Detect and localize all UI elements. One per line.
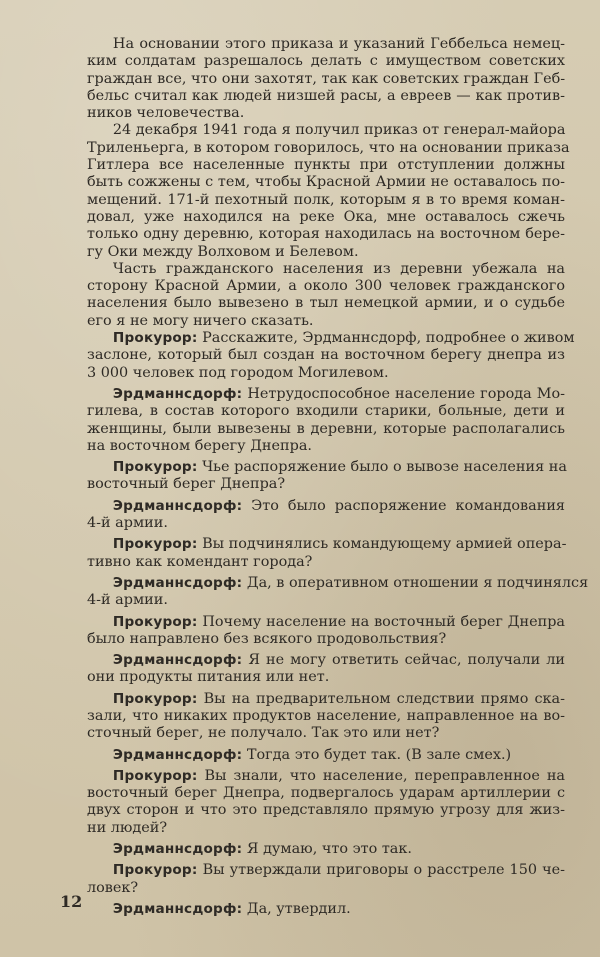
line-text: Триленьерга, в котором говорилось, что на основании приказа	[87, 139, 570, 156]
dialogue-paragraph	[87, 747, 565, 764]
text-line	[87, 708, 565, 725]
line-text: заслоне, который был создан на восточном берегу днепра из	[87, 347, 565, 364]
line-text: 4-й армии.	[87, 515, 168, 532]
page-body-text	[87, 36, 589, 918]
speaker-name: Прокурор:	[112, 767, 198, 784]
speaker-name: Эрдманнсдорф:	[112, 574, 243, 591]
line-text: Расскажите, Эрдманнсдорф, подробнее о живом	[202, 330, 575, 347]
text-line	[87, 631, 565, 648]
line-text: Чье распоряжение было о вывозе населения на	[202, 459, 567, 476]
narrative-paragraph	[87, 261, 565, 330]
text-line	[87, 244, 565, 261]
line-text: бельс считал как людей низшей расы, а евреев — как против-	[87, 87, 565, 104]
text-line	[87, 386, 565, 403]
text-line	[87, 862, 565, 879]
text-line	[87, 139, 570, 157]
narrative-paragraph	[87, 36, 565, 122]
text-line	[87, 421, 565, 438]
text-line	[87, 725, 565, 742]
line-text: гилева, в состав которого входили старики, больные, дети и	[87, 403, 565, 420]
text-line	[87, 841, 565, 858]
speaker-name: Эрдманнсдорф:	[112, 497, 243, 514]
dialogue-paragraph	[87, 330, 575, 382]
dialogue-paragraph	[87, 901, 565, 918]
dialogue-paragraph	[87, 614, 565, 649]
line-text: На основании этого приказа и указаний Геббельса немец-	[112, 36, 565, 52]
speaker-name: Прокурор:	[112, 459, 198, 476]
text-line	[87, 768, 565, 785]
line-text: сторону Красной Армии, а около 300 человек гражданского	[87, 278, 565, 295]
line-text: зали, что никаких продуктов население, направленное на во-	[87, 707, 565, 724]
text-line	[87, 226, 565, 243]
text-line	[87, 261, 565, 278]
line-text: Я не могу ответить сейчас, получали ли	[248, 652, 565, 669]
text-line	[87, 536, 565, 553]
text-line	[87, 614, 565, 631]
line-text: 24 декабря 1941 года я получил приказ от генерал-майора	[112, 122, 566, 139]
text-line	[87, 403, 565, 420]
line-text: двух сторон и что это представляло прямую угрозу для жиз-	[87, 802, 565, 819]
text-line	[87, 365, 565, 382]
dialogue-paragraph	[87, 574, 589, 610]
text-line	[87, 747, 565, 764]
text-line	[87, 192, 565, 209]
line-text: Гитлера все населенные пункты при отступлении должны	[87, 157, 565, 174]
speaker-name: Эрдманнсдорф:	[112, 385, 243, 402]
line-text: на восточном берегу Днепра.	[87, 437, 312, 454]
line-text: Это было распоряжение командования	[251, 497, 565, 514]
dialogue-paragraph	[87, 498, 565, 533]
text-line	[87, 802, 565, 819]
line-text: населения было вывезено в тыл немецкой армии, и о судьбе	[87, 295, 565, 312]
line-text: было направлено без всякого продовольствия?	[87, 630, 447, 647]
dialogue-paragraph	[87, 386, 565, 455]
text-line	[87, 157, 565, 174]
text-line	[87, 820, 565, 837]
speaker-name: Прокурор:	[112, 330, 198, 347]
text-line	[87, 88, 565, 105]
text-line	[87, 554, 565, 571]
text-line	[87, 880, 565, 897]
text-line	[87, 174, 565, 191]
speaker-name: Эрдманнсдорф:	[112, 652, 243, 669]
dialogue-paragraph	[87, 459, 565, 494]
text-line	[87, 71, 565, 88]
text-line	[87, 652, 565, 669]
text-line	[87, 295, 565, 312]
speaker-name: Эрдманнсдорф:	[112, 900, 243, 917]
dialogue-paragraph	[87, 691, 565, 743]
text-line	[87, 498, 565, 515]
text-line	[87, 901, 565, 918]
line-text: Часть гражданского населения из деревни убежала на	[112, 260, 565, 277]
line-text: тивно как комендант города?	[87, 553, 313, 570]
dialogue-paragraph	[87, 768, 565, 837]
line-text: Вы утверждали приговоры о расстреле 150 че-	[202, 862, 565, 879]
line-text: Я думаю, что это так.	[246, 841, 412, 858]
text-line	[87, 476, 565, 493]
line-text: Нетрудоспособное население города Мо-	[247, 385, 565, 402]
line-text: Почему население на восточный берег Днепра	[202, 613, 566, 630]
text-line	[87, 36, 565, 53]
text-line	[87, 209, 565, 226]
line-text: только одну деревню, которая находилась на восточном бере-	[87, 226, 565, 243]
text-line	[87, 691, 565, 708]
line-text: ни людей?	[87, 819, 168, 836]
text-line	[87, 785, 565, 802]
line-text: сточный берег, не получало. Так это или нет?	[87, 725, 440, 742]
line-text: 4-й армии.	[87, 592, 168, 609]
text-line	[87, 278, 565, 295]
line-text: восточный берег Днепра?	[87, 476, 286, 493]
line-text: ников человечества.	[87, 105, 245, 122]
text-line	[87, 53, 565, 70]
text-line	[87, 330, 575, 347]
line-text: Вы подчинялись командующему армией опера-	[202, 536, 567, 553]
line-text: Вы знали, что население, переправленное на	[204, 767, 566, 784]
text-line	[87, 347, 565, 364]
line-text: Тогда это будет так. (В зале смех.)	[246, 746, 512, 763]
line-text: 3 000 человек под городом Могилевом.	[87, 364, 389, 381]
dialogue-paragraph	[87, 652, 565, 687]
text-line	[87, 313, 565, 330]
line-text: гу Оки между Волховом и Белевом.	[87, 243, 359, 260]
line-text: ловек?	[87, 879, 139, 896]
line-text: мещений. 171-й пехотный полк, которым я в то время коман-	[87, 191, 565, 208]
text-line	[87, 438, 565, 455]
line-text: довал, уже находился на реке Ока, мне оставалось сжечь	[87, 208, 565, 225]
speaker-name: Прокурор:	[112, 536, 198, 553]
text-line	[87, 574, 589, 592]
dialogue-paragraph	[87, 862, 565, 897]
text-line	[87, 592, 565, 609]
speaker-name: Эрдманнсдорф:	[112, 841, 243, 858]
page-number: 12	[60, 892, 83, 911]
line-text: ким солдатам разрешалось делать с имуществом советских	[87, 53, 565, 70]
line-text: быть сожжены с тем, чтобы Красной Армии не оставалось по-	[87, 174, 565, 191]
narrative-paragraph	[87, 122, 570, 260]
dialogue-paragraph	[87, 536, 565, 571]
speaker-name: Прокурор:	[112, 690, 198, 707]
text-line	[87, 669, 565, 686]
line-text: Да, в оперативном отношении я подчинялся	[246, 574, 589, 591]
line-text: женщины, были вывезены в деревни, которые располагались	[87, 420, 565, 437]
text-line	[87, 515, 565, 532]
line-text: восточный берег Днепра, подвергалось ударам артиллерии с	[87, 785, 565, 802]
line-text: граждан все, что они захотят, так как советских граждан Геб-	[87, 70, 566, 87]
text-line	[87, 105, 565, 122]
speaker-name: Прокурор:	[112, 862, 198, 879]
line-text: его я не могу ничего сказать.	[87, 312, 314, 329]
speaker-name: Прокурор:	[112, 613, 198, 630]
dialogue-paragraph	[87, 841, 565, 858]
text-line	[87, 122, 565, 139]
line-text: они продукты питания или нет.	[87, 669, 330, 686]
text-line	[87, 459, 565, 476]
speaker-name: Эрдманнсдорф:	[112, 746, 243, 763]
line-text: Вы на предварительном следствии прямо ска-	[203, 690, 565, 707]
line-text: Да, утвердил.	[246, 900, 351, 917]
